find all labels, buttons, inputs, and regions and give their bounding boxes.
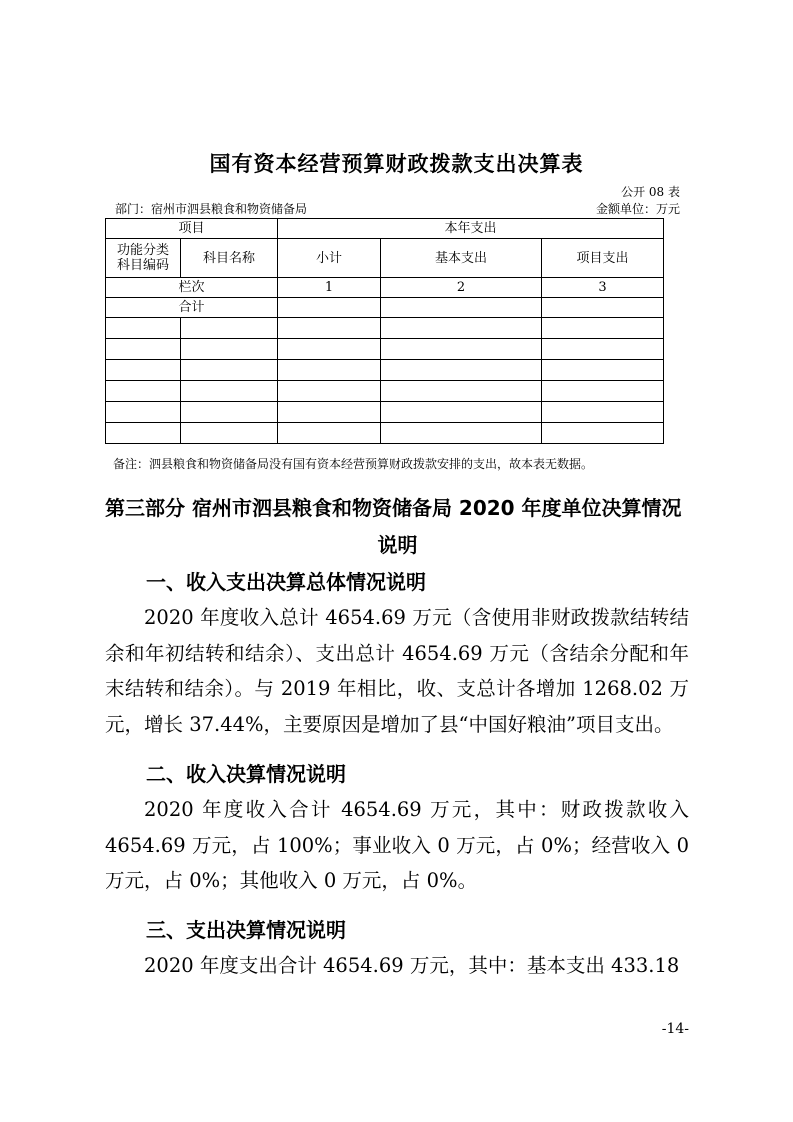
row-index-label: 栏次 xyxy=(106,278,278,298)
col-function-code: 功能分类科目编码 xyxy=(106,239,181,278)
part-title-line1: 第三部分 宿州市泗县粮食和物资储备局 2020 年度单位决算情况 xyxy=(105,496,682,520)
table-row xyxy=(106,423,664,444)
section3-paragraph: 2020 年度支出合计 4654.69 万元，其中：基本支出 433.18 xyxy=(144,954,680,977)
table-row xyxy=(106,360,664,381)
total-project xyxy=(542,298,664,318)
table-subheader-row xyxy=(106,239,664,278)
table-header-row xyxy=(106,219,664,239)
section2-heading: 二、收入决算情况说明 xyxy=(146,762,346,786)
header-current-year: 本年支出 xyxy=(278,219,664,239)
total-basic xyxy=(381,298,542,318)
table-note: 备注：泗县粮食和物资储备局没有国有资本经营预算财政拨款安排的支出，故本表无数据。 xyxy=(113,457,594,471)
index-2: 2 xyxy=(381,278,542,298)
table-row xyxy=(106,381,664,402)
col-project-expense: 项目支出 xyxy=(542,239,664,278)
section1-paragraph: 2020 年度收入总计 4654.69 万元（含使用非财政拨款结转结余和年初结转和结余）、支出总计 4654.69 万元（含结余分配和年末结转和结余）。与 2019 年相比，收、支总计各增加 1268.02 万元，增长 37.44%，主要原因是增加了县“中国好粮油”项目支出。 xyxy=(105,606,689,736)
budget-table xyxy=(105,218,664,444)
total-subtotal xyxy=(278,298,381,318)
table-index-row xyxy=(106,278,664,298)
section1-heading: 一、收入支出决算总体情况说明 xyxy=(146,570,426,594)
header-item: 项目 xyxy=(106,219,278,239)
unit-label: 金额单位：万元 xyxy=(595,202,680,216)
col-basic-expense: 基本支出 xyxy=(381,239,542,278)
form-number: 公开 08 表 xyxy=(621,185,680,199)
section3-heading: 三、支出决算情况说明 xyxy=(146,918,346,942)
department-label: 部门：宿州市泗县粮食和物资储备局 xyxy=(115,202,308,216)
col-subtotal: 小计 xyxy=(278,239,381,278)
table-title: 国有资本经营预算财政拨款支出决算表 xyxy=(209,152,584,176)
table-total-row xyxy=(106,298,664,318)
page-number: -14- xyxy=(661,1021,689,1037)
part-title xyxy=(105,490,690,564)
total-label: 合计 xyxy=(106,298,278,318)
part-title-line2: 说明 xyxy=(377,533,418,557)
col-subject-name: 科目名称 xyxy=(181,239,278,278)
table-row xyxy=(106,318,664,339)
index-1: 1 xyxy=(278,278,381,298)
section2-paragraph: 2020 年度收入合计 4654.69 万元，其中：财政拨款收入 4654.69 万元，占 100%；事业收入 0 万元，占 0%；经营收入 0 万元，占 0%；其他收入 0 万元，占 0%。 xyxy=(105,798,689,892)
table-row xyxy=(106,402,664,423)
index-3: 3 xyxy=(542,278,664,298)
table-row xyxy=(106,339,664,360)
